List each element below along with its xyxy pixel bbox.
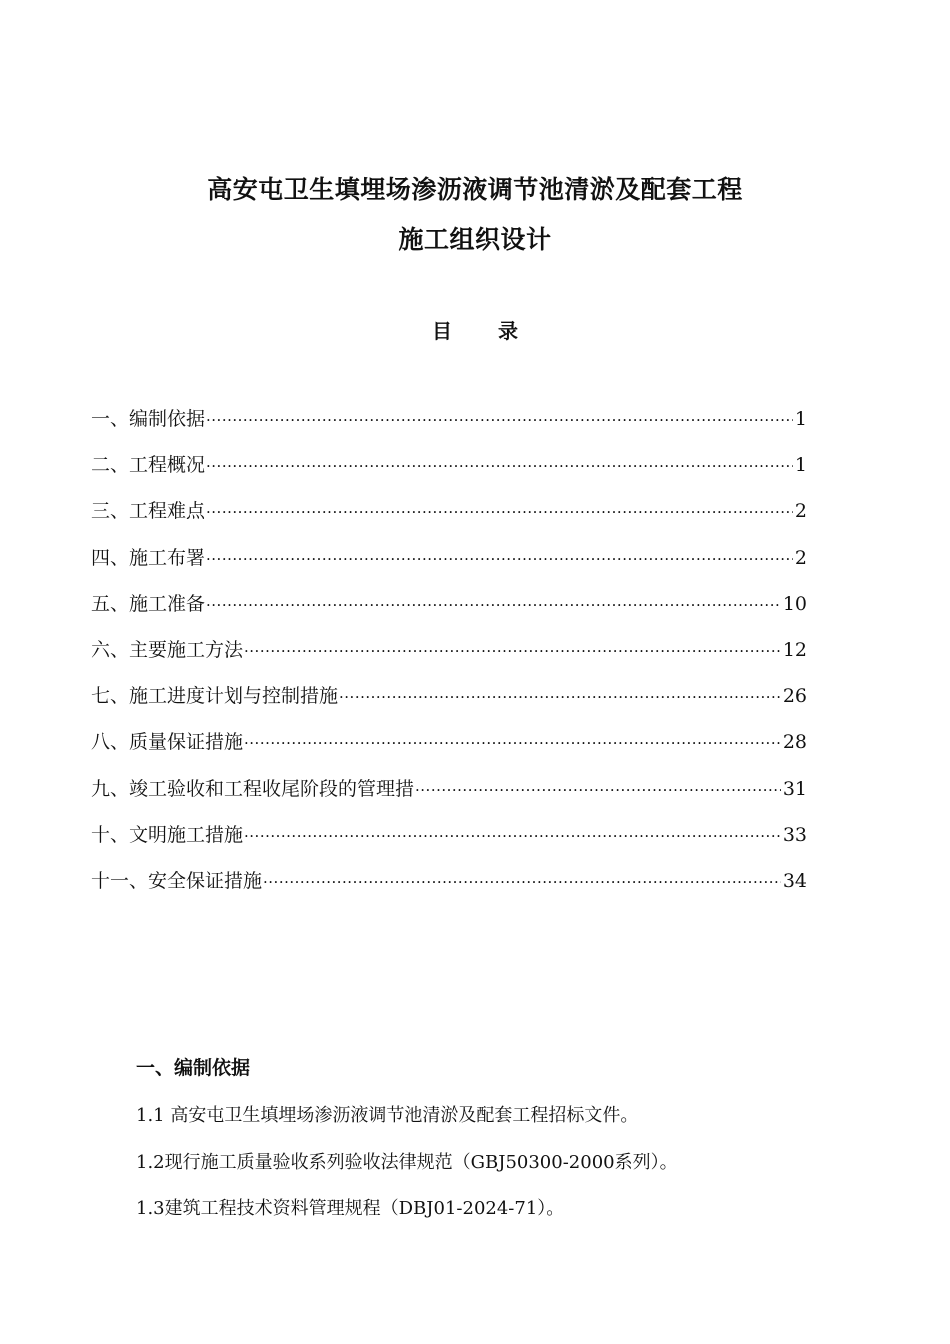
document-title-line-1: 高安屯卫生填埋场渗沥液调节池清淤及配套工程 bbox=[207, 175, 743, 204]
toc-entry[interactable] bbox=[91, 635, 807, 681]
toc-dot-leader bbox=[206, 550, 793, 568]
toc-entry-label: 四、施工布署 bbox=[91, 546, 206, 569]
toc-entry-page: 2 bbox=[794, 546, 807, 569]
toc-entry[interactable] bbox=[91, 496, 807, 542]
toc-entry[interactable] bbox=[91, 774, 807, 820]
toc-entry[interactable] bbox=[91, 866, 807, 912]
toc-entry[interactable] bbox=[91, 727, 807, 773]
toc-entry[interactable] bbox=[91, 543, 807, 589]
toc-dot-leader bbox=[244, 734, 781, 752]
toc-entry[interactable] bbox=[91, 820, 807, 866]
toc-dot-leader bbox=[244, 642, 781, 660]
toc-entry-page: 34 bbox=[782, 869, 807, 892]
toc-entry-label: 九、竣工验收和工程收尾阶段的管理措 bbox=[91, 777, 415, 800]
toc-dot-leader bbox=[206, 596, 781, 614]
toc-dot-leader bbox=[244, 827, 781, 845]
toc-entry[interactable] bbox=[91, 681, 807, 727]
toc-entry-label: 十一、安全保证措施 bbox=[91, 869, 263, 892]
toc-dot-leader bbox=[263, 873, 781, 891]
toc-dot-leader bbox=[206, 411, 793, 429]
toc-entry-page: 1 bbox=[794, 408, 807, 430]
toc-entry-page: 10 bbox=[782, 592, 807, 615]
toc-entry-label: 七、施工进度计划与控制措施 bbox=[91, 685, 339, 708]
paragraph-item: 1.1 高安屯卫生填埋场渗沥液调节池清淤及配套工程招标文件。 bbox=[136, 1105, 639, 1126]
toc-dot-leader bbox=[415, 781, 781, 799]
toc-entry-label: 五、施工准备 bbox=[91, 592, 206, 615]
toc-entry-label: 十、文明施工措施 bbox=[91, 823, 244, 846]
toc-entry-page: 31 bbox=[782, 777, 807, 800]
toc-entry-page: 2 bbox=[794, 500, 807, 523]
toc-entry-page: 1 bbox=[794, 454, 807, 477]
document-title-line-2: 施工组织设计 bbox=[398, 225, 552, 254]
toc-heading: 目录 bbox=[432, 319, 564, 343]
toc-entry-label: 八、质量保证措施 bbox=[91, 731, 244, 754]
toc-entry[interactable] bbox=[91, 404, 807, 450]
toc-entry-page: 33 bbox=[782, 823, 807, 846]
toc-entry-page: 26 bbox=[782, 685, 807, 708]
paragraph-item: 1.3建筑工程技术资料管理规程（DBJ01-2024-71）。 bbox=[136, 1198, 565, 1219]
section-heading: 一、编制依据 bbox=[136, 1057, 251, 1079]
toc-entry[interactable] bbox=[91, 450, 807, 496]
toc-entry[interactable] bbox=[91, 589, 807, 635]
toc-dot-leader bbox=[339, 688, 781, 706]
toc-entry-page: 28 bbox=[782, 731, 807, 754]
toc-entry-label: 三、工程难点 bbox=[91, 500, 206, 523]
toc-entry-label: 二、工程概况 bbox=[91, 454, 206, 477]
table-of-contents bbox=[91, 404, 807, 912]
toc-dot-leader bbox=[206, 457, 793, 475]
toc-entry-label: 一、编制依据 bbox=[91, 408, 206, 430]
toc-dot-leader bbox=[206, 503, 793, 521]
toc-entry-label: 六、主要施工方法 bbox=[91, 638, 244, 661]
paragraph-item: 1.2现行施工质量验收系列验收法律规范（GBJ50300-2000系列）。 bbox=[136, 1152, 678, 1173]
toc-entry-page: 12 bbox=[782, 638, 807, 661]
